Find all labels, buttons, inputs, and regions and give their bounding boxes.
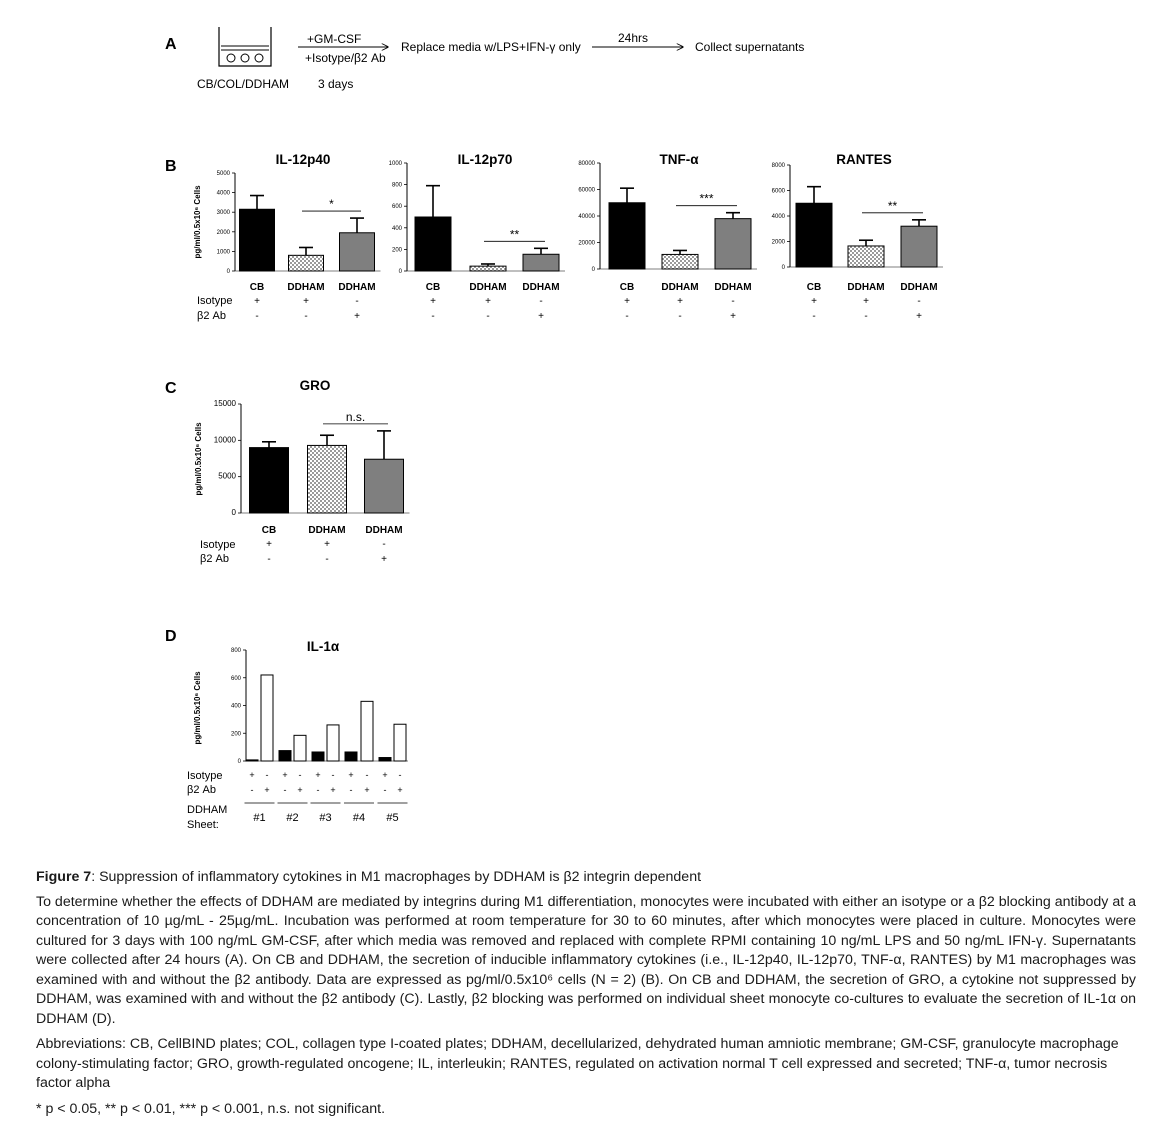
y-tick-label: 15000 <box>213 399 236 408</box>
step1-duration: 3 days <box>318 77 354 91</box>
panel-letter-b: B <box>165 158 177 175</box>
y-tick-label: 800 <box>230 648 241 654</box>
isotype-sign: - <box>331 770 335 780</box>
y-tick-label: 0 <box>781 265 785 271</box>
y-tick-label: 600 <box>391 204 402 211</box>
isotype-sign: - <box>539 296 543 307</box>
y-tick-label: 0 <box>591 267 595 273</box>
b2-ab-sign: - <box>349 785 353 795</box>
y-axis-label: pg/ml/0.5x10⁶ Cells <box>193 185 202 259</box>
significance-label: ** <box>887 198 898 213</box>
sheet-row-label: Sheet: <box>187 819 219 831</box>
isotype-sign: + <box>282 770 288 780</box>
bar <box>394 724 406 761</box>
y-tick-label: 800 <box>391 182 402 189</box>
step2-duration: 24hrs <box>618 31 649 45</box>
bar <box>609 203 645 269</box>
b2-ab-sign: - <box>625 311 629 322</box>
b2-ab-sign: - <box>255 311 259 322</box>
b2-ab-sign: + <box>916 311 922 322</box>
y-tick-label: 0 <box>237 759 241 765</box>
y-tick-label: 6000 <box>771 188 785 195</box>
isotype-sign: - <box>298 770 302 780</box>
bar <box>279 751 291 761</box>
b2-ab-sign: + <box>397 785 403 795</box>
bar <box>345 752 357 761</box>
isotype-sign: + <box>382 770 388 780</box>
y-tick-label: 0 <box>231 508 236 517</box>
x-category-label: CB <box>425 282 441 293</box>
isotype-sign: + <box>303 296 309 307</box>
step3-label: Collect supernatants <box>695 40 805 54</box>
bar <box>796 203 832 267</box>
row-label-b2-ab: β2 Ab <box>187 784 216 796</box>
isotype-sign: + <box>811 296 817 307</box>
y-tick-label: 80000 <box>578 161 595 167</box>
b2-ab-sign: + <box>381 554 387 565</box>
y-tick-label: 200 <box>230 731 241 738</box>
isotype-sign: + <box>324 539 330 550</box>
bar <box>308 445 347 513</box>
figure-label: Figure 7 <box>36 869 92 885</box>
row-label-isotype: Isotype <box>197 295 233 307</box>
bar <box>379 758 391 761</box>
y-tick-label: 60000 <box>578 187 595 194</box>
y-tick-label: 2000 <box>771 239 785 246</box>
b2-ab-sign: - <box>431 311 435 322</box>
bar <box>361 701 373 761</box>
y-tick-label: 5000 <box>216 171 230 177</box>
isotype-sign: - <box>917 296 921 307</box>
sheet-group-label: #4 <box>352 812 366 824</box>
x-category-label: DDHAM <box>900 282 938 293</box>
isotype-sign: + <box>249 770 255 780</box>
significance-label: * <box>329 197 334 212</box>
sheet-group-label: #5 <box>386 812 399 824</box>
b2-ab-sign: - <box>325 554 329 565</box>
x-category-label: CB <box>806 282 822 293</box>
isotype-sign: - <box>365 770 369 780</box>
y-axis-label: pg/ml/0.5x10⁶ Cells <box>193 671 202 745</box>
step1-bottom-label: +Isotype/β2 Ab <box>305 51 386 65</box>
bar <box>240 209 275 271</box>
chart-title: RANTES <box>836 152 892 167</box>
y-tick-label: 8000 <box>771 163 785 169</box>
x-category-label: CB <box>249 282 265 293</box>
isotype-sign: - <box>382 539 386 550</box>
chart-title: IL-1α <box>306 639 340 654</box>
bar <box>470 266 506 271</box>
x-category-label: DDHAM <box>308 525 346 536</box>
y-tick-label: 200 <box>391 247 402 254</box>
significance-label: *** <box>699 191 714 206</box>
sheet-group-label: #1 <box>253 812 266 824</box>
b2-ab-sign: + <box>354 311 360 322</box>
step2-label: Replace media w/LPS+IFN-γ only <box>401 40 581 54</box>
y-tick-label: 4000 <box>216 190 230 197</box>
b2-ab-sign: + <box>330 785 336 795</box>
y-tick-label: 3000 <box>216 210 230 217</box>
isotype-sign: + <box>863 296 869 307</box>
isotype-sign: + <box>266 539 272 550</box>
bar <box>246 760 258 761</box>
b2-ab-sign: - <box>864 311 868 322</box>
isotype-sign: + <box>348 770 354 780</box>
b2-ab-sign: - <box>283 785 287 795</box>
sheet-group-label: #3 <box>319 812 332 824</box>
bar <box>294 735 306 761</box>
x-category-label: DDHAM <box>338 282 376 293</box>
bar <box>250 448 289 513</box>
panel-letter-c: C <box>165 380 177 397</box>
bar <box>340 233 375 271</box>
b2-ab-sign: + <box>297 785 303 795</box>
y-tick-label: 40000 <box>578 214 595 220</box>
b2-ab-sign: - <box>304 311 308 322</box>
isotype-sign: + <box>485 296 491 307</box>
b2-ab-sign: - <box>486 311 490 322</box>
bar <box>365 459 404 513</box>
chart-title: IL-12p40 <box>275 152 331 167</box>
panel-a <box>165 27 804 91</box>
isotype-sign: - <box>355 296 359 307</box>
bar <box>415 217 451 271</box>
y-axis-label: pg/ml/0.5x10⁶ Cells <box>194 422 203 496</box>
x-category-label: DDHAM <box>522 282 560 293</box>
bar <box>289 255 324 271</box>
b2-ab-sign: + <box>364 785 370 795</box>
y-tick-label: 1000 <box>216 249 230 256</box>
isotype-sign: - <box>731 296 735 307</box>
b2-ab-sign: - <box>678 311 682 322</box>
b2-ab-sign: - <box>812 311 816 322</box>
b2-ab-sign: + <box>538 311 544 322</box>
isotype-sign: - <box>265 770 269 780</box>
caption-title-line <box>36 868 1136 888</box>
y-tick-label: 0 <box>398 269 402 275</box>
well-label: CB/COL/DDHAM <box>197 77 290 91</box>
bar <box>848 246 884 267</box>
caption-abbreviations: Abbreviations: CB, CellBIND plates; COL, collagen type I-coated plates; DDHAM, decellularized, dehydrated human amniotic membrane; GM-CSF, granulocyte macrophage colony-stimulating factor; GRO, growth-regulated oncogene; IL, interleukin; RANTES, regulated on activation normal T cell expressed and secreted; TNF-α, tumor necrosis factor alpha <box>36 1036 1119 1091</box>
caption-significance-note: * p < 0.05, ** p < 0.01, *** p < 0.001, n.s. not significant. <box>36 1100 386 1117</box>
b2-ab-sign: - <box>316 785 320 795</box>
isotype-sign: + <box>254 296 260 307</box>
x-category-label: DDHAM <box>469 282 507 293</box>
bar <box>312 752 324 761</box>
bar <box>662 254 698 269</box>
bar <box>715 219 751 269</box>
y-tick-label: 400 <box>391 225 402 232</box>
figure-caption <box>36 868 1136 1125</box>
y-tick-label: 0 <box>226 269 230 275</box>
isotype-sign: - <box>398 770 402 780</box>
chart-title: TNF-α <box>659 152 699 167</box>
bar <box>901 226 937 267</box>
isotype-sign: + <box>315 770 321 780</box>
y-tick-label: 400 <box>230 703 241 710</box>
figure-title: : Suppression of inflammatory cytokines in M1 macrophages by DDHAM is β2 integrin dependent <box>91 869 702 885</box>
chart-title: GRO <box>299 378 331 393</box>
row-label-b2-ab: β2 Ab <box>197 310 226 322</box>
culture-well-icon <box>219 27 271 66</box>
x-category-label: CB <box>619 282 635 293</box>
b2-ab-sign: - <box>267 554 271 565</box>
bar <box>261 675 273 761</box>
row-label-isotype: Isotype <box>200 539 236 551</box>
y-tick-label: 600 <box>230 675 241 682</box>
y-tick-label: 2000 <box>216 229 230 236</box>
isotype-sign: + <box>677 296 683 307</box>
isotype-sign: + <box>430 296 436 307</box>
b2-ab-sign: + <box>264 785 270 795</box>
step1-top-label: +GM-CSF <box>307 32 362 46</box>
row-label-b2-ab: β2 Ab <box>200 553 229 565</box>
x-category-label: DDHAM <box>661 282 699 293</box>
panel-letter-d: D <box>165 628 177 645</box>
x-category-label: DDHAM <box>847 282 885 293</box>
bar <box>523 254 559 271</box>
significance-label: n.s. <box>345 409 366 424</box>
b2-ab-sign: - <box>250 785 254 795</box>
panel-letter-a: A <box>165 36 177 53</box>
x-category-label: DDHAM <box>287 282 325 293</box>
sheet-row-label: DDHAM <box>187 804 228 816</box>
chart-title: IL-12p70 <box>457 152 513 167</box>
b2-ab-sign: + <box>730 311 736 322</box>
x-category-label: DDHAM <box>714 282 752 293</box>
isotype-sign: + <box>624 296 630 307</box>
y-tick-label: 20000 <box>578 240 595 247</box>
caption-body: To determine whether the effects of DDHAM are mediated by integrins during M1 differentiation, monocytes were incubated with either an isotype or a β2 blocking antibody at a concentration of 10 µg/mL - 25µg/mL. Incubation was performed at room temperature for 30 to 60 minutes, after which monocytes were placed in culture. Monocytes were cultured for 3 days with 100 ng/mL GM-CSF, after which media was removed and replaced with complete RPMI containing 10 ng/mL LPS and 50 ng/mL IFN-γ. Supernatants were collected after 24 hours (A). On CB and DDHAM, the secretion of inducible inflammatory cytokines (i.e., IL-12p40, IL-12p70, TNF-α, RANTES) by M1 macrophages was examined with and without the β2 antibody. Data are expressed as pg/ml/0.5x10⁶ cells (N = 2) (B). On CB and DDHAM, the secretion of GRO, a cytokine not suppressed by DDHAM, was examined with and without the β2 antibody (C). Lastly, β2 blocking was performed on individual sheet monocyte co-cultures to evaluate the secretion of IL-1α on DDHAM (D). <box>36 893 1136 1027</box>
y-tick-label: 1000 <box>388 161 402 167</box>
sheet-group-label: #2 <box>286 812 299 824</box>
x-category-label: CB <box>261 525 277 536</box>
b2-ab-sign: - <box>383 785 387 795</box>
x-category-label: DDHAM <box>365 525 403 536</box>
charts-layer <box>187 152 943 831</box>
y-tick-label: 4000 <box>771 214 785 220</box>
significance-label: ** <box>509 227 520 242</box>
row-label-isotype: Isotype <box>187 770 223 782</box>
y-tick-label: 5000 <box>218 471 236 481</box>
y-tick-label: 10000 <box>213 435 236 445</box>
bar <box>327 725 339 761</box>
